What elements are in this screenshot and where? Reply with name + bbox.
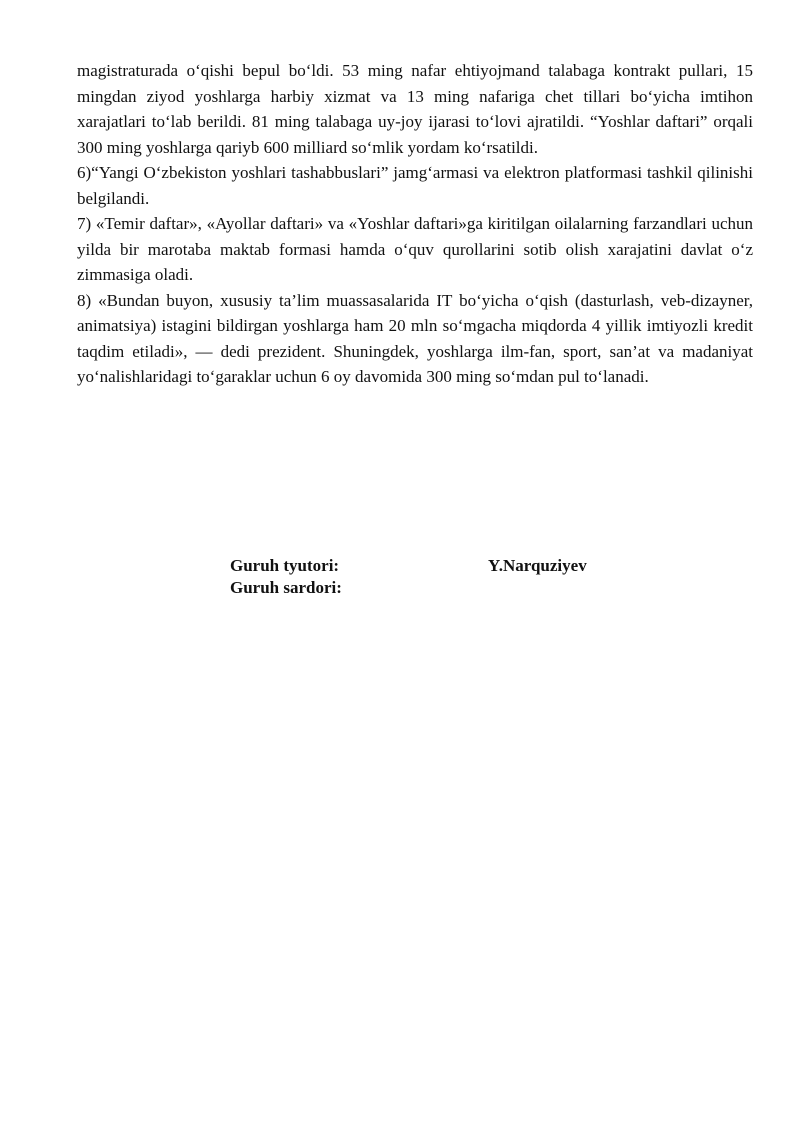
paragraph-stipends: magistraturada o‘qishi bepul bo‘ldi. 53 ming nafar ehtiyojmand talabaga kontrakt pullari, 15 mingdan ziyod yoshlarga harbiy xizmat va 13 ming nafariga chet tillari bo‘yicha imtihon xarajatlari to‘lab berildi. 81 ming talabaga uy-joy ijarasi to‘lovi ajratildi. “Yoshlar daftari” orqali 300 ming yoshlarga qariyb 600 milliard so‘mlik yordam ko‘rsatildi. <box>77 61 753 157</box>
document-body <box>77 58 753 390</box>
paragraph-item-6: 6)“Yangi O‘zbekiston yoshlari tashabbuslari” jamg‘armasi va elektron platformasi tashkil qilinishi belgilandi. <box>77 163 753 208</box>
leader-label: Guruh sardori: <box>230 578 342 597</box>
tutor-name: Y.Narquziyev <box>488 556 587 575</box>
paragraph-item-7: 7) «Temir daftar», «Ayollar daftari» va «Yoshlar daftari»ga kiritilgan oilalarning farzandlari uchun yilda bir marotaba maktab formasi hamda o‘quv qurollarini sotib olish xarajatini davlat o‘z zimmasiga oladi. <box>77 214 753 284</box>
paragraph-item-8: 8) «Bundan buyon, xususiy ta’lim muassasalarida IT bo‘yicha o‘qish (dasturlash, veb-dizayner, animatsiya) istagini bildirgan yoshlarga ham 20 mln so‘mgacha miqdorda 4 yillik imtiyozli kredit taqdim etiladi», — dedi prezident. Shuningdek, yoshlarga ilm-fan, sport, san’at va madaniyat yo‘nalishlaridagi to‘garaklar uchun 6 oy davomida 300 ming so‘mdan pul to‘lanadi. <box>77 290 753 386</box>
tutor-label: Guruh tyutori: <box>230 556 340 575</box>
signature-row-tutor <box>230 555 650 577</box>
signature-row-leader <box>230 577 650 599</box>
signature-block <box>230 555 650 599</box>
